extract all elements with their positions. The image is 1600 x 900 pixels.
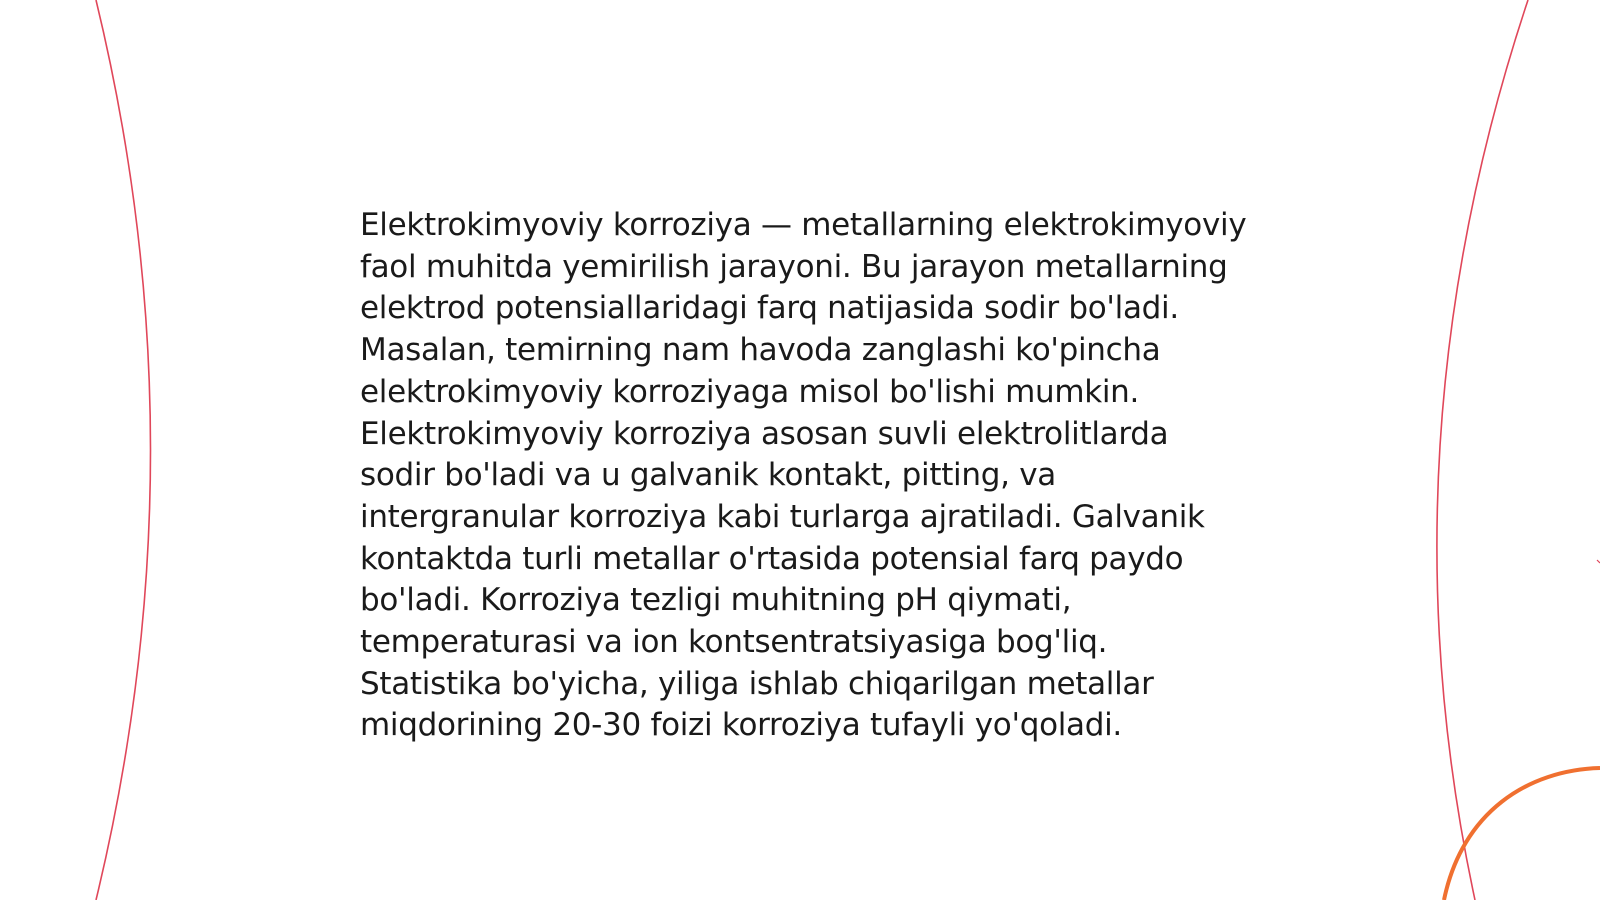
body-paragraph: Elektrokimyoviy korroziya — metallarning elektrokimyoviy faol muhitda yemirilish jarayoni. Bu jarayon metallarning elektrod potensiallaridagi farq natijasida sodir bo'ladi. Masalan, temirning nam havoda zanglashi ko'pincha elektrokimyoviy korroziyaga misol bo'lishi mumkin. Elektrokimyoviy korroziya asosan suvli elektrolitlarda sodir bo'ladi va u galvanik kontakt, pitting, va intergranular korroziya kabi turlarga ajratiladi. Galvanik kontaktda turli metallar o'rtasida potensial farq paydo bo'ladi. Korroziya tezligi muhitning pH qiymati, temperaturasi va ion kontsentratsiyasiga bog'liq. Statistika bo'yicha, yiliga ishlab chiqarilgan metallar miqdorining 20-30 foizi korroziya tufayli yo'qoladi. bbox=[360, 207, 1247, 744]
left-curve-line bbox=[96, 0, 151, 900]
right-curve-line bbox=[1437, 0, 1528, 900]
accent-arc bbox=[1444, 768, 1600, 900]
